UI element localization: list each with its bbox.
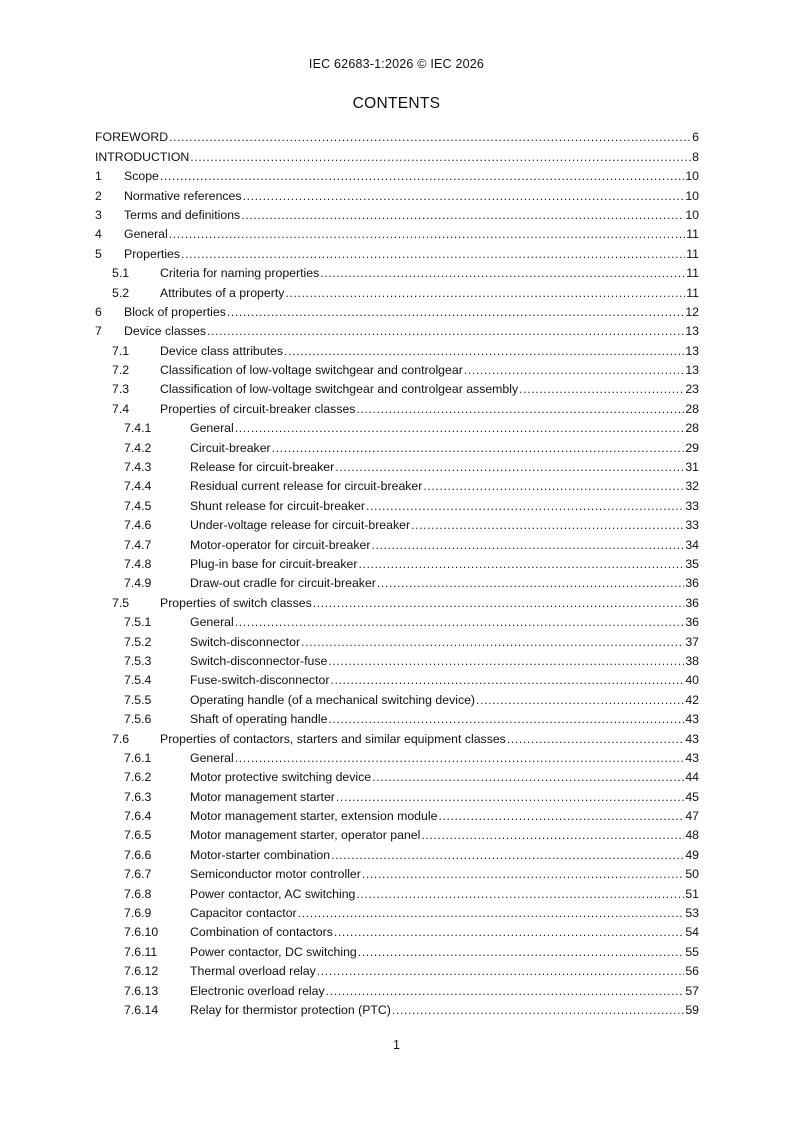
toc-entry-page: 43	[685, 712, 699, 727]
toc-entry[interactable]	[95, 590, 699, 609]
toc-entry-label: Properties of contactors, starters and similar equipment classes	[160, 731, 506, 746]
toc-entry-label: General	[190, 750, 234, 765]
toc-entry-page: 36	[685, 576, 699, 591]
toc-entry-label: Device class attributes	[160, 343, 284, 358]
toc-dot-leader	[317, 964, 685, 978]
toc-entry-label: Electronic overload relay	[190, 983, 325, 998]
toc-entry-number: 7.5.3	[124, 653, 152, 668]
toc-entry[interactable]	[95, 358, 699, 377]
toc-dot-leader	[519, 382, 684, 396]
toc-dot-leader	[326, 984, 685, 998]
toc-entry-number: 2	[95, 188, 102, 203]
toc-entry-number: 7.4.9	[124, 576, 152, 591]
toc-entry-page: 51	[685, 886, 699, 901]
toc-entry[interactable]	[95, 241, 699, 260]
toc-entry[interactable]	[95, 416, 699, 435]
toc-entry-page: 55	[685, 944, 699, 959]
toc-entry[interactable]	[95, 784, 699, 803]
toc-entry-label: Device classes	[124, 324, 207, 339]
toc-entry-page: 11	[686, 227, 699, 242]
toc-entry[interactable]	[95, 513, 699, 532]
toc-entry-label: Release for circuit-breaker	[190, 460, 335, 475]
toc-entry-page: 33	[685, 518, 699, 533]
toc-entry-label: Block of properties	[124, 304, 226, 319]
toc-entry-label: Properties of switch classes	[160, 595, 312, 610]
toc-entry-number: 7.3	[112, 382, 130, 397]
toc-entry-number: 7.6.9	[124, 906, 152, 921]
toc-entry-number: 5.2	[112, 285, 130, 300]
toc-entry-label: INTRODUCTION	[95, 149, 190, 164]
toc-entry-page: 32	[685, 479, 699, 494]
toc-entry[interactable]	[95, 842, 699, 861]
toc-entry-number: 7.6.2	[124, 770, 152, 785]
toc-dot-leader	[298, 906, 685, 920]
toc-dot-leader	[284, 344, 684, 358]
toc-entry-number: 7.4.2	[124, 440, 152, 455]
toc-dot-leader	[301, 635, 684, 649]
toc-entry[interactable]	[95, 649, 699, 668]
toc-entry-label: Circuit-breaker	[190, 440, 271, 455]
toc-entry-number: 7.4.5	[124, 498, 152, 513]
toc-entry-label: Properties of circuit-breaker classes	[160, 401, 356, 416]
toc-dot-leader	[320, 266, 685, 280]
toc-dot-leader	[356, 887, 684, 901]
toc-entry-number: 7.5.6	[124, 712, 152, 727]
toc-dot-leader	[285, 286, 685, 300]
toc-entry[interactable]	[95, 222, 699, 241]
toc-entry[interactable]	[95, 319, 699, 338]
toc-entry-label: Under-voltage release for circuit-breaker	[190, 518, 411, 533]
toc-entry[interactable]	[95, 746, 699, 765]
toc-entry[interactable]	[95, 978, 699, 997]
toc-entry-page: 35	[685, 556, 699, 571]
toc-entry-page: 43	[685, 750, 699, 765]
toc-entry-page: 10	[685, 207, 699, 222]
toc-entry-label: Switch-disconnector	[190, 634, 301, 649]
toc-entry-number: 7.6.1	[124, 750, 152, 765]
toc-entry[interactable]	[95, 610, 699, 629]
toc-entry-number: 4	[95, 227, 102, 242]
toc-dot-leader	[181, 247, 685, 261]
toc-entry-page: 34	[685, 537, 699, 552]
toc-entry-page: 50	[685, 867, 699, 882]
toc-entry-label: Fuse-switch-disconnector	[190, 673, 330, 688]
toc-entry-page: 10	[685, 188, 699, 203]
toc-dot-leader	[358, 557, 684, 571]
toc-entry[interactable]	[95, 396, 699, 415]
toc-entry-number: 7.4.7	[124, 537, 152, 552]
toc-entry[interactable]	[95, 687, 699, 706]
toc-dot-leader	[334, 925, 684, 939]
toc-entry-page: 43	[685, 731, 699, 746]
toc-entry-number: 7.6	[112, 731, 130, 746]
toc-entry-label: Motor-operator for circuit-breaker	[190, 537, 371, 552]
toc-entry-label: Switch-disconnector-fuse	[190, 653, 328, 668]
contents-title: CONTENTS	[352, 95, 441, 112]
toc-entry-number: 7.6.5	[124, 828, 152, 843]
toc-entry[interactable]	[95, 726, 699, 745]
toc-entry[interactable]	[95, 125, 699, 144]
toc-entry-page: 53	[685, 906, 699, 921]
toc-entry-page: 11	[686, 285, 699, 300]
toc-dot-leader	[336, 790, 684, 804]
toc-entry[interactable]	[95, 998, 699, 1017]
toc-entry-page: 48	[685, 828, 699, 843]
page-number: 1	[393, 1038, 400, 1052]
toc-entry-page: 28	[685, 421, 699, 436]
toc-entry-page: 47	[685, 809, 699, 824]
toc-dot-leader	[328, 712, 684, 726]
toc-entry[interactable]	[95, 435, 699, 454]
toc-dot-leader	[328, 654, 684, 668]
toc-entry[interactable]	[95, 862, 699, 881]
toc-entry[interactable]	[95, 901, 699, 920]
toc-entry-label: Relay for thermistor protection (PTC)	[190, 1002, 391, 1017]
toc-entry-label: General	[190, 421, 234, 436]
toc-entry-label: Thermal overload relay	[190, 964, 316, 979]
toc-entry-page: 42	[685, 692, 699, 707]
toc-entry-page: 8	[692, 149, 699, 164]
toc-entry-label: Classification of low-voltage switchgear and controlgear assembly	[160, 382, 519, 397]
toc-entry-number: 7.6.7	[124, 867, 152, 882]
toc-entry-number: 7.6.12	[124, 964, 159, 979]
toc-entry[interactable]	[95, 144, 699, 163]
toc-entry[interactable]	[95, 164, 699, 183]
toc-entry-page: 37	[685, 634, 699, 649]
toc-entry[interactable]	[95, 765, 699, 784]
toc-entry-label: FOREWORD	[95, 130, 169, 145]
toc-entry-number: 5	[95, 246, 102, 261]
toc-entry[interactable]	[95, 261, 699, 280]
toc-dot-leader	[241, 208, 684, 222]
toc-entry[interactable]	[95, 377, 699, 396]
toc-dot-leader	[372, 770, 684, 784]
toc-entry[interactable]	[95, 493, 699, 512]
toc-entry-number: 7.4.8	[124, 556, 152, 571]
toc-entry-number: 7.6.14	[124, 1002, 159, 1017]
toc-entry-page: 12	[685, 304, 699, 319]
toc-entry-page: 40	[685, 673, 699, 688]
toc-entry-number: 3	[95, 207, 102, 222]
toc-entry-page: 31	[685, 460, 699, 475]
toc-entry-number: 7.5.4	[124, 673, 152, 688]
toc-dot-leader	[356, 402, 684, 416]
toc-entry[interactable]	[95, 338, 699, 357]
toc-entry[interactable]	[95, 280, 699, 299]
toc-entry-page: 33	[685, 498, 699, 513]
toc-entry-page: 54	[685, 925, 699, 940]
toc-entry-page: 29	[685, 440, 699, 455]
toc-dot-leader	[330, 673, 684, 687]
toc-dot-leader	[331, 848, 684, 862]
toc-entry-number: 7.6.10	[124, 925, 159, 940]
toc-dot-leader	[272, 441, 685, 455]
toc-entry[interactable]	[95, 939, 699, 958]
toc-entry-number: 6	[95, 304, 102, 319]
toc-entry[interactable]	[95, 552, 699, 571]
toc-entry-label: Shaft of operating handle	[190, 712, 328, 727]
toc-dot-leader	[169, 227, 685, 241]
toc-entry-page: 11	[686, 246, 699, 261]
toc-entry-label: Motor protective switching device	[190, 770, 372, 785]
toc-dot-leader	[160, 169, 684, 183]
toc-entry-label: Motor-starter combination	[190, 847, 331, 862]
toc-entry[interactable]	[95, 532, 699, 551]
toc-dot-leader	[227, 305, 684, 319]
toc-entry-page: 57	[685, 983, 699, 998]
toc-entry-number: 7.4.1	[124, 421, 152, 436]
toc-dot-leader	[235, 615, 685, 629]
toc-entry-label: Motor management starter, operator panel	[190, 828, 421, 843]
toc-entry[interactable]	[95, 668, 699, 687]
toc-entry-number: 7.4	[112, 401, 130, 416]
toc-entry-page: 56	[685, 964, 699, 979]
toc-entry[interactable]	[95, 455, 699, 474]
toc-entry-page: 36	[685, 595, 699, 610]
toc-entry-label: Scope	[124, 169, 159, 184]
toc-entry[interactable]	[95, 183, 699, 202]
toc-entry-label: Operating handle (of a mechanical switching device)	[190, 692, 476, 707]
toc-entry-label: Motor management starter, extension module	[190, 809, 438, 824]
toc-entry-number: 7.1	[112, 343, 130, 358]
toc-dot-leader	[190, 150, 691, 164]
toc-entry-number: 7.2	[112, 363, 130, 378]
toc-entry[interactable]	[95, 881, 699, 900]
toc-entry-number: 7.5.2	[124, 634, 152, 649]
toc-dot-leader	[243, 189, 685, 203]
toc-entry-label: Semiconductor motor controller	[190, 867, 361, 882]
toc-entry-label: Power contactor, DC switching	[190, 944, 357, 959]
document-header: IEC 62683-1:2026 © IEC 2026	[308, 57, 485, 71]
toc-entry-number: 7.6.13	[124, 983, 159, 998]
toc-entry-label: Criteria for naming properties	[160, 266, 320, 281]
toc-entry-number: 7.5.5	[124, 692, 152, 707]
toc-entry-label: Plug-in base for circuit-breaker	[190, 556, 358, 571]
toc-entry-label: Terms and definitions	[124, 207, 241, 222]
toc-entry-page: 38	[685, 653, 699, 668]
toc-entry-page: 6	[692, 130, 699, 145]
toc-entry-label: Draw-out cradle for circuit-breaker	[190, 576, 376, 591]
toc-dot-leader	[169, 130, 691, 144]
toc-entry-label: Classification of low-voltage switchgear and controlgear	[160, 363, 463, 378]
toc-dot-leader	[335, 460, 684, 474]
toc-entry-number: 7.6.8	[124, 886, 152, 901]
toc-entry[interactable]	[95, 474, 699, 493]
toc-entry-label: Attributes of a property	[160, 285, 285, 300]
toc-entry[interactable]	[95, 571, 699, 590]
toc-entry-number: 7.6.6	[124, 847, 152, 862]
toc-entry-number: 7.4.6	[124, 518, 152, 533]
toc-dot-leader	[235, 421, 685, 435]
toc-dot-leader	[464, 363, 685, 377]
toc-dot-leader	[377, 576, 684, 590]
toc-entry-page: 45	[685, 789, 699, 804]
toc-entry[interactable]	[95, 707, 699, 726]
toc-entry-label: Motor management starter	[190, 789, 335, 804]
toc-entry-label: Combination of contactors	[190, 925, 333, 940]
toc-entry-page: 23	[685, 382, 699, 397]
toc-entry-number: 1	[95, 169, 102, 184]
toc-dot-leader	[421, 828, 684, 842]
toc-entry[interactable]	[95, 804, 699, 823]
toc-entry[interactable]	[95, 920, 699, 939]
toc-entry[interactable]	[95, 300, 699, 319]
toc-entry-page: 49	[685, 847, 699, 862]
toc-entry-page: 59	[685, 1002, 699, 1017]
toc-entry[interactable]	[95, 823, 699, 842]
toc-dot-leader	[507, 732, 684, 746]
toc-entry[interactable]	[95, 629, 699, 648]
toc-dot-leader	[207, 324, 684, 338]
toc-dot-leader	[371, 538, 684, 552]
toc-entry[interactable]	[95, 203, 699, 222]
toc-entry-label: Shunt release for circuit-breaker	[190, 498, 365, 513]
toc-entry-label: Capacitor contactor	[190, 906, 297, 921]
toc-entry[interactable]	[95, 959, 699, 978]
toc-entry-page: 11	[686, 266, 699, 281]
toc-entry-number: 7.5	[112, 595, 130, 610]
toc-dot-leader	[313, 596, 685, 610]
toc-entry-label: General	[124, 227, 168, 242]
toc-dot-leader	[366, 499, 684, 513]
toc-dot-leader	[392, 1003, 684, 1017]
toc-dot-leader	[476, 693, 684, 707]
toc-entry-number: 7.6.11	[124, 944, 158, 959]
toc-dot-leader	[411, 518, 684, 532]
table-of-contents	[95, 125, 699, 1017]
toc-entry-page: 28	[685, 401, 699, 416]
toc-dot-leader	[423, 479, 684, 493]
toc-entry-label: Normative references	[124, 188, 242, 203]
toc-dot-leader	[438, 809, 684, 823]
toc-entry-page: 13	[685, 363, 699, 378]
toc-entry-page: 44	[685, 770, 699, 785]
toc-dot-leader	[358, 945, 685, 959]
toc-entry-page: 10	[685, 169, 699, 184]
toc-entry-page: 13	[685, 343, 699, 358]
toc-dot-leader	[235, 751, 685, 765]
toc-entry-number: 7.6.3	[124, 789, 152, 804]
toc-entry-label: General	[190, 615, 234, 630]
toc-entry-number: 7.4.4	[124, 479, 152, 494]
toc-entry-number: 5.1	[112, 266, 130, 281]
toc-entry-label: Properties	[124, 246, 181, 261]
toc-entry-label: Power contactor, AC switching	[190, 886, 356, 901]
toc-entry-number: 7.4.3	[124, 460, 152, 475]
toc-entry-page: 36	[685, 615, 699, 630]
toc-entry-number: 7.5.1	[124, 615, 152, 630]
toc-dot-leader	[362, 867, 684, 881]
toc-entry-number: 7	[95, 324, 102, 339]
toc-entry-page: 13	[685, 324, 699, 339]
toc-entry-label: Residual current release for circuit-breaker	[190, 479, 423, 494]
toc-entry-number: 7.6.4	[124, 809, 152, 824]
